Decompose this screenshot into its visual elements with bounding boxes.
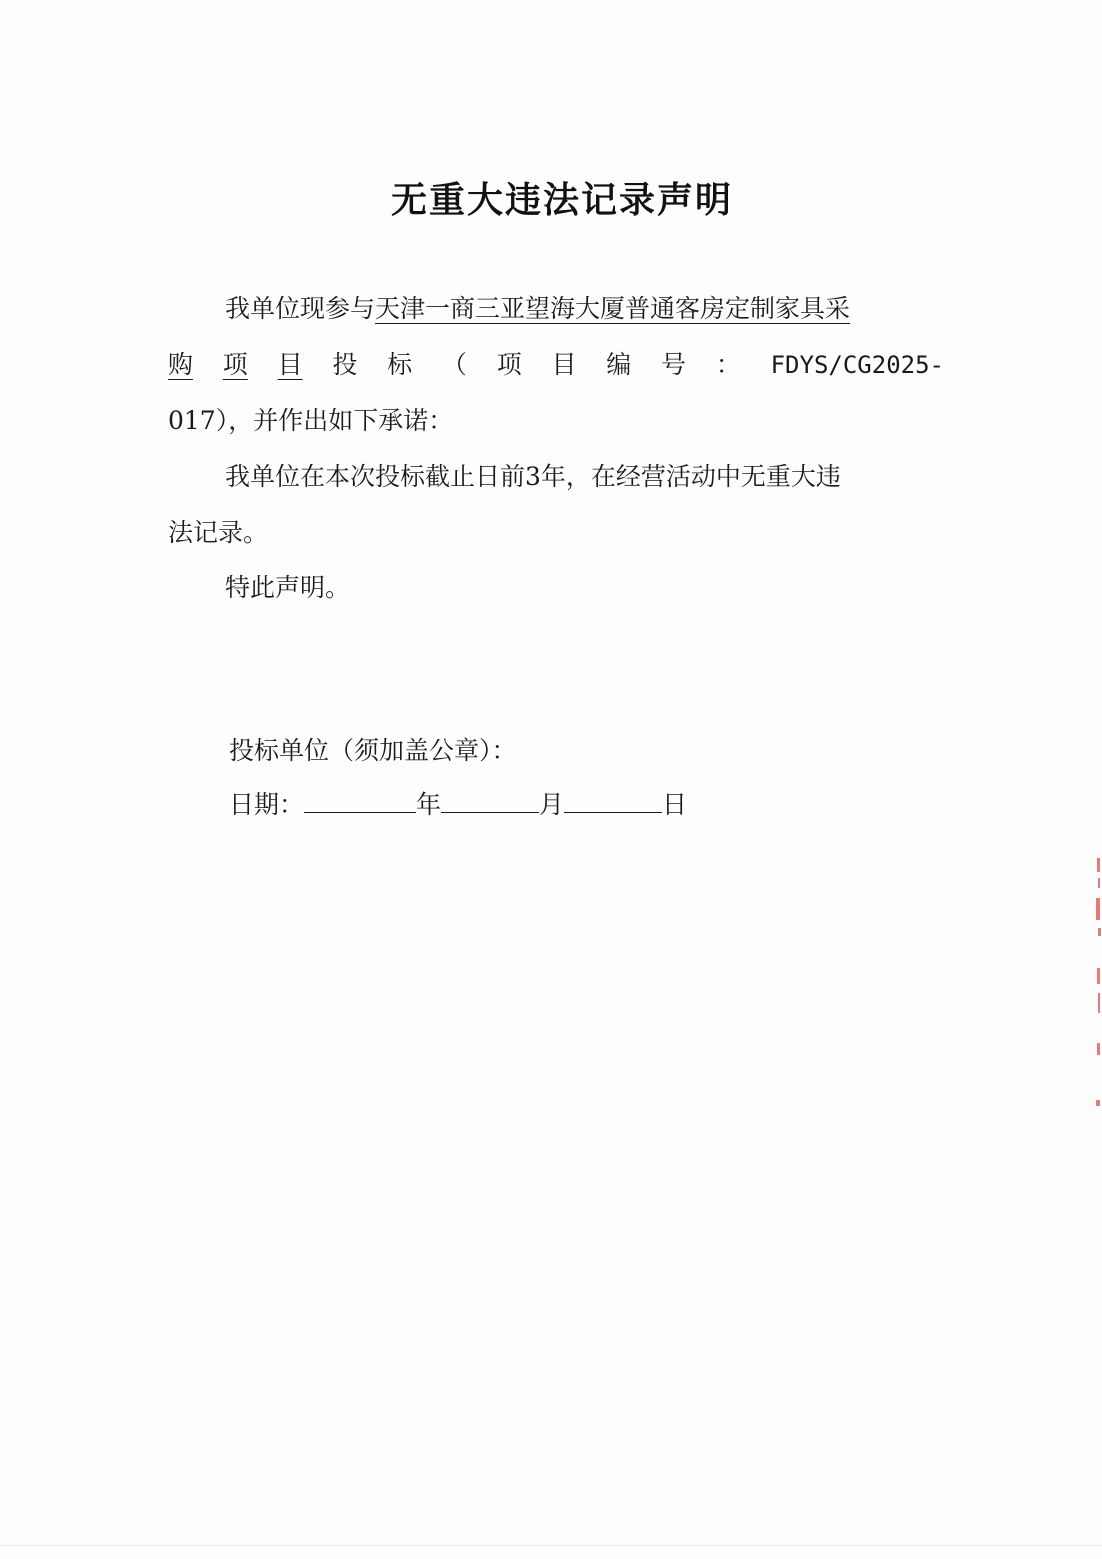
bidder-seal-line: [229, 723, 517, 779]
text-char: 目: [551, 350, 577, 379]
text-char: （: [441, 350, 467, 379]
text-char: 项: [496, 350, 522, 379]
paragraph-line-3: 017），并作出如下承诺：: [168, 406, 454, 435]
year-label: 年: [416, 790, 442, 819]
text-char: 投: [332, 350, 358, 379]
paragraph-line-2: [168, 337, 944, 393]
date-label: 日期：: [229, 790, 305, 819]
paragraph-line-1: 我单位在本次投标截止日前3年，在经营活动中无重大违: [225, 462, 841, 491]
text-char: ：: [715, 350, 741, 379]
project-name-char: 购: [168, 350, 194, 379]
date-line: [229, 777, 687, 833]
year-blank: [304, 782, 416, 813]
day-blank: [564, 782, 662, 813]
project-name: 天津一商三亚望海大厦普通客房定制家具采: [375, 294, 851, 323]
day-label: 日: [662, 790, 688, 819]
month-blank: [441, 782, 539, 813]
text-char: 标: [387, 350, 413, 379]
scan-edge-line: [0, 1545, 1102, 1546]
declaration-text: 特此声明。: [225, 573, 351, 602]
document-title: 无重大违法记录声明: [390, 180, 733, 221]
project-name-char: 目: [277, 350, 303, 379]
declaration-paragraph: [168, 560, 944, 616]
paragraph-line-1: [168, 281, 944, 337]
project-name-char: 项: [222, 350, 248, 379]
para1-prefix: 我单位现参与: [225, 294, 376, 323]
month-label: 月: [539, 790, 565, 819]
text-char: 编: [606, 350, 632, 379]
paragraph-line-2: 法记录。: [168, 518, 269, 547]
project-code: FDYS/CG2025-: [770, 351, 944, 379]
no-violation-paragraph: [168, 449, 944, 561]
commitment-paragraph: [168, 281, 944, 449]
text-char: 号: [661, 350, 687, 379]
partial-seal-stamp: [1090, 858, 1102, 1108]
bidder-label: 投标单位（须加盖公章）：: [229, 736, 517, 765]
